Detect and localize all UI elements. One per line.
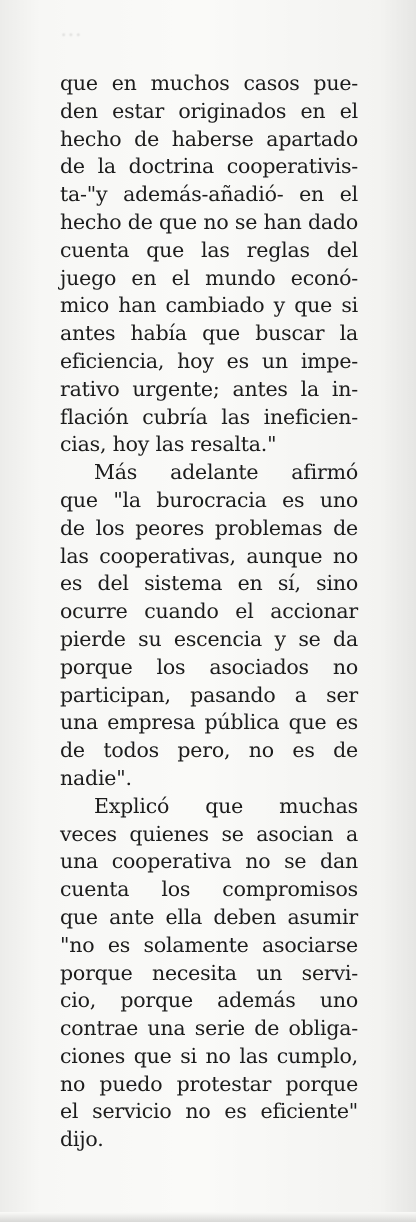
- text-line: rativo urgente; antes la in-: [60, 376, 358, 401]
- cropped-previous-line: [0, 0, 416, 52]
- text-line: una empresa pública que es: [60, 710, 358, 735]
- text-line: nadie".: [60, 765, 132, 790]
- text-line: cuenta los compromisos: [60, 877, 358, 902]
- clipping-bottom-edge: [0, 1212, 416, 1222]
- article-paragraph-1: [60, 70, 358, 459]
- text-line: ciones que si no las cumplo,: [60, 1043, 358, 1068]
- text-line: cio, porque además uno: [60, 988, 358, 1013]
- text-line: porque los asociados no: [60, 654, 358, 679]
- text-line: antes había que buscar la: [60, 321, 358, 346]
- article-paragraph-3: [60, 793, 358, 1154]
- text-line: hecho de que no se han dado: [60, 209, 358, 234]
- text-line: porque necesita un servi-: [60, 960, 358, 985]
- text-line: den estar originados en el: [60, 98, 358, 123]
- text-line: ocurre cuando el accionar: [60, 599, 358, 624]
- text-line: es del sistema en sí, sino: [60, 571, 358, 596]
- text-line: cias, hoy las resalta.": [60, 432, 277, 457]
- text-line: que "la burocracia es uno: [60, 487, 358, 512]
- text-line: una cooperativa no se dan: [60, 849, 358, 874]
- text-line: Explicó que muchas: [94, 793, 358, 818]
- text-line: veces quienes se asocian a: [60, 821, 358, 846]
- text-line: que en muchos casos pue-: [60, 71, 358, 95]
- text-line: dijo.: [60, 1127, 104, 1152]
- text-line: Más adelante afirmó: [94, 460, 358, 485]
- text-line: que ante ella deben asumir: [60, 904, 358, 929]
- article-paragraph-2: [60, 459, 358, 793]
- text-line: pierde su escencia y se da: [60, 626, 358, 651]
- text-line: participan, pasando a ser: [60, 682, 358, 707]
- text-line: flación cubría las ineficien-: [60, 404, 358, 429]
- text-line: contrae una serie de obliga-: [60, 1016, 358, 1041]
- text-line: no puedo protestar porque: [60, 1071, 358, 1096]
- text-line: mico han cambiado y que si: [60, 293, 358, 318]
- text-line: ta-"y además-añadió- en el: [60, 182, 358, 207]
- article-column: [60, 70, 358, 1154]
- text-line: el servicio no es eficiente": [60, 1099, 358, 1124]
- text-line: de los peores problemas de: [60, 515, 358, 540]
- text-line: cuenta que las reglas del: [60, 237, 358, 262]
- text-line: hecho de haberse apartado: [60, 126, 358, 151]
- cropped-text-fragment: ...: [60, 16, 82, 42]
- text-line: las cooperativas, aunque no: [60, 543, 358, 568]
- text-line: "no es solamente asociarse: [60, 932, 358, 957]
- text-line: de la doctrina cooperativis-: [60, 154, 358, 179]
- text-line: eficiencia, hoy es un impe-: [60, 348, 358, 373]
- text-line: juego en el mundo econó-: [60, 265, 358, 290]
- text-line: de todos pero, no es de: [60, 738, 358, 763]
